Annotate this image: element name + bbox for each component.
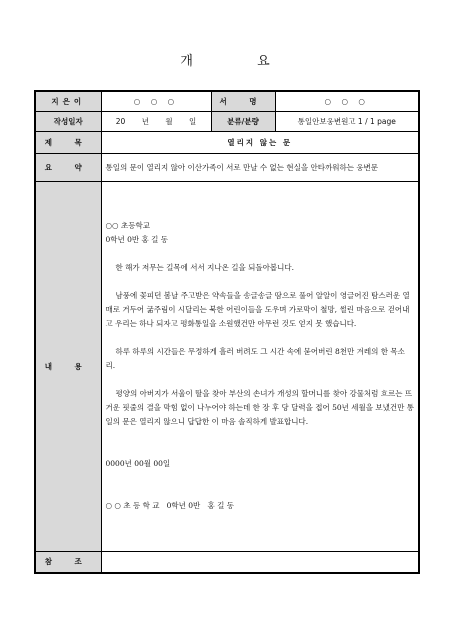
author-label: 지은이 (35, 91, 101, 111)
content-label: 내 용 (35, 181, 101, 551)
reference-label: 참 조 (35, 551, 101, 573)
signature-label: 서 명 (211, 91, 275, 111)
subject-label: 제 목 (35, 131, 101, 153)
paragraph-3: 하루 하루의 시간들은 무정하게 흘러 버려도 그 시간 속에 묻어버린 8천만 겨레의 한 목소리. (105, 347, 405, 370)
summary-form-table (34, 90, 420, 574)
author-row (35, 91, 419, 111)
signoff: ○ ○ 초 등 학 교 0학년 0반 홍 길 동 (105, 501, 234, 510)
date-label: 작성일자 (35, 111, 101, 131)
school-name: ○○ 초등학교 (105, 221, 150, 230)
date-row (35, 111, 419, 131)
summary-value: 통일의 문이 열리지 않아 이산가족이 서로 만날 수 없는 현실을 안타까워하는 웅변문 (101, 153, 419, 181)
content-body (101, 181, 419, 551)
subject-row (35, 131, 419, 153)
content-date: 0000년 00월 00일 (105, 459, 171, 468)
page-title: 개 요 (180, 54, 300, 69)
paragraph-1: 한 해가 저무는 길목에 서서 지나온 길을 되돌아봅니다. (115, 263, 294, 272)
summary-row (35, 153, 419, 181)
category-label: 분류/분량 (211, 111, 275, 131)
paragraph-2: 남풍에 꽃피던 봄날 주고받은 약속들을 송글송글 땀으로 풀어 알알이 영글어진 탐스러운 열매로 거두어 굶주림이 시달리는 북한 어린이들을 도우며 가로막이 철망, 썰린 마음으로 걷어내고 우리는 하나 되자고 평화통일을 소원했건만 아무런 것도 얻지 못 했습니다. (105, 291, 410, 328)
signature-value: ○ ○ ○ (275, 91, 419, 111)
paragraph-4: 평양의 아버지가 서울이 딸을 찾아 부산의 손녀가 개성의 할머니를 찾아 강물처럼 흐르는 뜨거운 핏줄의 결을 막힘 없이 나누어야 하는데 한 장 후 당 달력을 접어 50년 세월을 보냈건만 통일의 문은 열리지 않으니 답답한 이 마음 솔직하게 발표합니다. (105, 389, 415, 426)
summary-label: 요 약 (35, 153, 101, 181)
reference-row (35, 551, 419, 573)
student-name: 0학년 0반 홍 길 동 (105, 235, 169, 244)
reference-value (101, 551, 419, 573)
category-value: 통일안보웅변원고 1 / 1 page (275, 111, 419, 131)
content-row (35, 181, 419, 551)
subject-value: 열리지 않는 문 (101, 131, 419, 153)
date-value: 20 년 월 일 (101, 111, 211, 131)
author-value: ○ ○ ○ (101, 91, 211, 111)
